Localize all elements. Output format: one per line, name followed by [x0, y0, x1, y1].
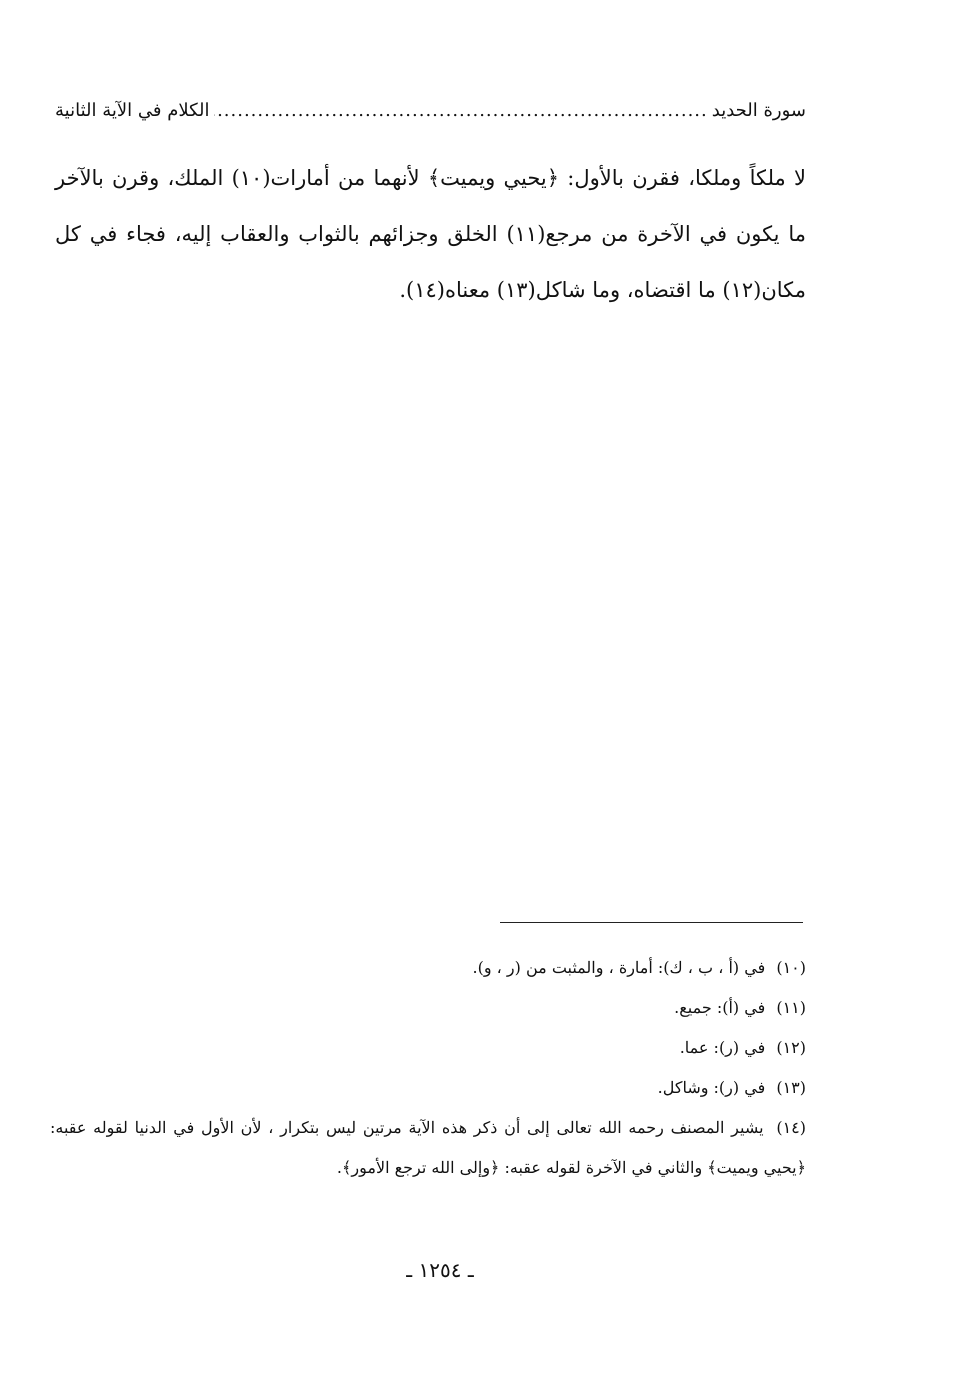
header-section-title: الكلام في الآية الثانية [55, 100, 210, 121]
footnote-number: (١٢) [776, 1038, 806, 1057]
footnote-number: (١٤) [776, 1118, 806, 1137]
header-surah-title: سورة الحديد [711, 100, 806, 121]
footnote-14 [50, 1108, 806, 1188]
footnote-number: (١٠) [776, 958, 806, 977]
footnotes [50, 948, 806, 1188]
footnote-text: في (أ ، ب ، ك): أمارة ، والمثبت من (ر ، و). [472, 958, 766, 977]
page-number: ـ ١٢٥٤ ـ [406, 1258, 474, 1282]
header-leader-dots [214, 100, 708, 121]
footnote-number: (١١) [776, 998, 806, 1017]
footnote-13 [50, 1068, 806, 1108]
footnote-11 [50, 988, 806, 1028]
footnote-separator [500, 922, 803, 923]
footnote-text: في (أ): جميع. [674, 998, 766, 1017]
footnote-12 [50, 1028, 806, 1068]
main-text [55, 150, 806, 318]
footnote-text: في (ر): عما. [679, 1038, 766, 1057]
footnote-10 [50, 948, 806, 988]
footnote-text: يشير المصنف رحمه الله تعالى إلى أن ذكر هذه الآية مرتين ليس بتكرار ، لأن الأول في الدنيا لقوله عقبه: ﴿يحيي ويميت﴾ والثاني في الآخرة لقوله عقبه: ﴿وإلى الله ترجع الأمور﴾. [50, 1118, 806, 1177]
running-header [55, 100, 806, 130]
body-paragraph: لا ملكاً وملكا، فقرن بالأول: ﴿يحيي ويميت﴾ لأنهما من أمارات(١٠) الملك، وقرن بالآخر ما يكون في الآخرة من مرجع(١١) الخلق وجزائهم بالثواب والعقاب إليه، فجاء في كل مكان(١٢) ما اقتضاه، وما شاكل(١٣) معناه(١٤). [55, 166, 807, 302]
footnote-number: (١٣) [776, 1078, 806, 1097]
footnote-text: في (ر): وشاكل. [657, 1078, 766, 1097]
